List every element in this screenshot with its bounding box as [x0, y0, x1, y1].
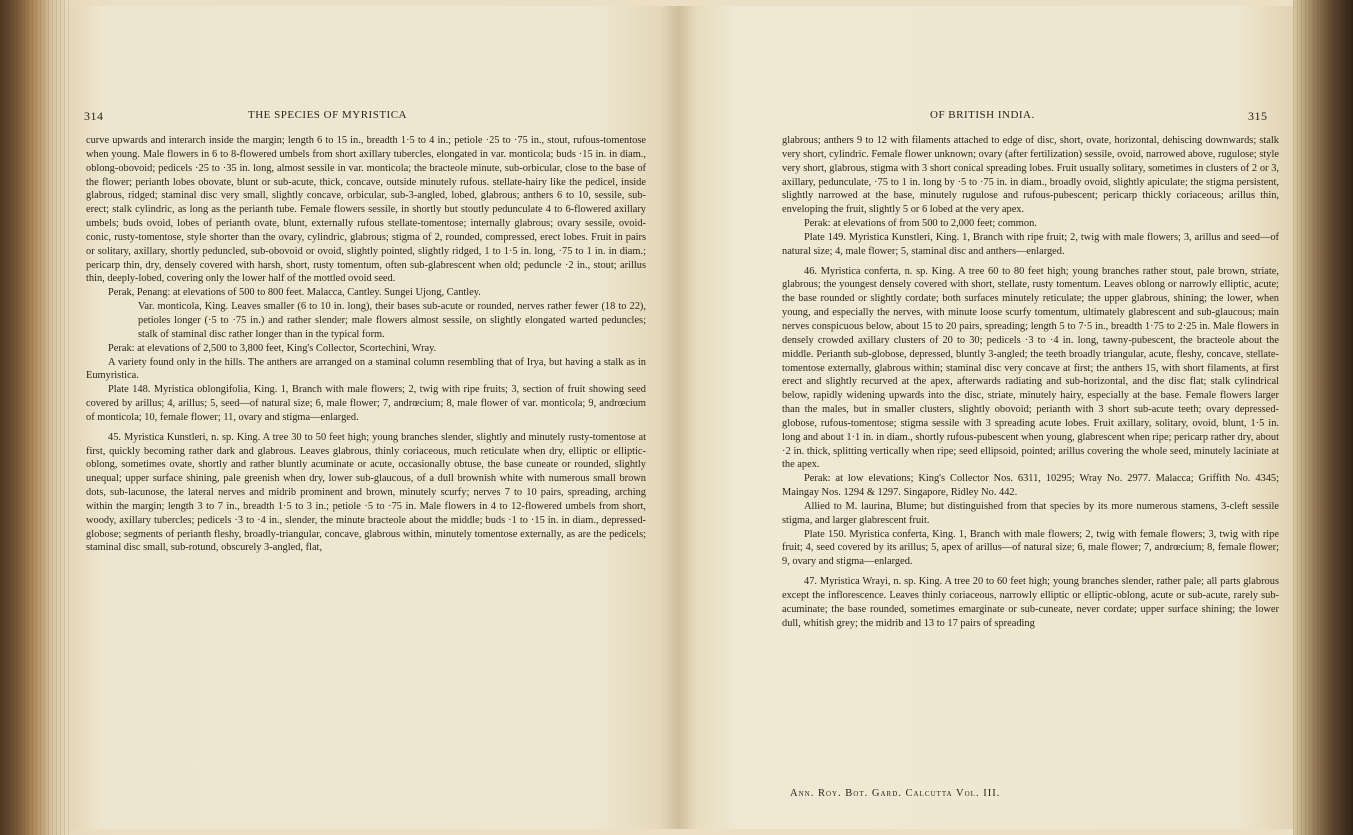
left-page	[70, 6, 678, 829]
right-plate-150: Plate 150. Myristica conferta, King. 1, Branch with male flowers; 2, twig with female flowers; 3, twig with ripe fruit; 4, seed covered by its arillus; 5, apex of arillus—of natural size; 6, male flower; 7, andrœcium; 8, female flower; 9, ovary and stigma—enlarged.	[782, 528, 1279, 568]
right-para-2: Perak: at elevations of from 500 to 2,000 feet; common.	[804, 218, 1037, 230]
left-para-1: curve upwards and interarch inside the margin; length 6 to 15 in., breadth 1·5 to 4 in.; petiole ·25 to ·75 in., stout, rufous-tomentose when young. Male flowers in 6 to 8-flowered umbels from short axillary tubercles, elongated in var. monticola; buds ·15 in. in diam., oblong-obovoid; pedicels ·25 to ·35 in. long, almost sessile in var. monticola; the bracteole minute, sub-orbicular, close to the base of the flower; perianth lobes obovate, blunt or sub-acute, thick, concave, outside minutely rufous. stellate-hairy like the pedicel, inside glabrous, ridged; staminal disc very small, slightly concave, orbicular, sub-3-angled, lobed, glabrous; anthers 6 to 10, sessile, sub-erect; stalk cylindric, as long as the perianth tube. Female flowers sessile, in shortly but stoutly pedunculate 4 to 6-flowered axillary umbels; buds ovoid, lobes of perianth ovate, blunt, externally rufous stellate-tomentose; internally glabrous; ovary sessile, ovoid-conic, rusty-tomentose, style shorter than the ovary, cylindric, glabrous; stigma of 2, rounded, compressed, erect lobes. Fruit in pairs or solitary, axillary, shortly peduncled, sub-obovoid or ovoid, slightly pointed, slightly ridged, 1 to 1·5 in. long, ·75 to 1 in. in diam.; pericarp thin, dry, densely covered with harsh, short, rusty tomentum, often sub-glabrescent when old; peduncle ·2 in., stout; arillus thin, deeply-lobed, covering only the lower half of the mottled ovoid seed.	[86, 135, 646, 285]
page-edges-right	[1293, 0, 1353, 835]
right-para-allied: Allied to M. laurina, Blume; but distinguished from that species by its more numerous stamens, 3-cleft sessile stigma, and larger glabrescent fruit.	[782, 500, 1279, 526]
right-page	[678, 6, 1293, 829]
right-running-head: OF BRITISH INDIA.	[930, 109, 1035, 121]
left-body	[86, 134, 646, 555]
right-para-1: glabrous; anthers 9 to 12 with filaments attached to edge of disc, short, ovate, horizontal, dehiscing downwards; stalk very short, cylindric. Female flower unknown; ovary (after fertilization) sessile, ovoid, narrowed above, rugulose; style very short, glabrous, stigma with 3 short conical spreading lobes. Fruit usually solitary, sometimes in clusters of 2 or 3, axillary, pedunculate, ·75 to 1 in. long by ·5 to ·75 in. in diam., broadly ovoid, slightly apiculate; the stigma persistent, slightly narrowed at the base, minutely rugulose and rufous-pubescent; pericarp thickly coriaceous; arillus thin, enveloping the fruit, slightly 5 or 6 lobed at the very apex.	[782, 135, 1279, 216]
left-running-head: THE SPECIES OF MYRISTICA	[248, 109, 407, 121]
right-species-46: 46. Myristica conferta, n. sp. King. A tree 60 to 80 feet high; young branches rather stout, pale brown, striate, glabrous; the youngest densely covered with short, stellate, rusty tomentum. Leaves oblong or narrowly elliptic, acute; the base rounded or slightly cordate; both surfaces minutely reticulate; the upper glabrous, shining; the lower, when young, and especially the nerves, with minute loose scurfy tomentum, ultimately glabrescent and sub-glaucous; main nerves conspicuous below, about 15 to 20 pairs, spreading; length 5 to 7·5 in., breadth 1·75 to 2·25 in. Male flowers in densely crowded axillary clusters of 20 to 30; pedicels ·3 to ·4 in. long, tawny-pubescent, the bracteole about the middle. Perianth sub-globose, depressed, bluntly 3-angled; the teeth broadly triangular, acute, fleshy, concave, stellate-tomentose externally, glabrous within; staminal disc very concave at first; the anthers 15, with short filaments, at first erect and slightly recurved at the apex, afterwards radiating and sub-horizontal, and the disc flat; stalk cylindrical below, rapidly widening upwards into the disc, striate, minutely hairy, especially at the base. Female flowers larger than the males, but in smaller clusters, slightly obovoid; perianth with 3 short sub-acute teeth; ovary depressed-globose, rufous-tomentose; stigma sessile with 3 spreading acute lobes. Fruit axillary, solitary, ovoid, blunt, 1·5 in. long and about 1·1 in. in diam., shortly rufous-pubescent when young, glabrescent when ripe; pericarp rather dry, about ·2 in. thick, splitting vertically when ripe; seed ellipsoid, pointed; arillus covering the whole seed, minutely laciniate at the apex.	[782, 265, 1279, 471]
left-para-3: Perak: at elevations of 2,500 to 3,800 feet, King's Collector, Scortechini, Wray.	[108, 342, 437, 354]
right-species-47: 47. Myristica Wrayi, n. sp. King. A tree 20 to 60 feet high; young branches slender, rather pale; all parts glabrous except the inflorescence. Leaves thinly coriaceous, narrowly elliptic or elliptic-oblong, acute or sub-acute, rarely sub-acuminate; the base rounded, sometimes emarginate or sub-cuneate, never cordate; upper surface shining; the lower dull, whitish grey; the midrib and 13 to 17 pairs of spreading	[782, 576, 1279, 629]
page-edges-left	[0, 0, 70, 835]
right-para-localities: Perak: at low elevations; King's Collector Nos. 6311, 10295; Wray No. 2977. Malacca; Griffith No. 4345; Maingay Nos. 1294 & 1297. Singapore, Ridley No. 442.	[782, 473, 1279, 499]
right-body	[782, 134, 1279, 631]
right-page-number: 315	[1248, 109, 1268, 123]
page-edges-right-lines	[1293, 0, 1353, 835]
page-footer: Ann. Roy. Bot. Gard. Calcutta Vol. III.	[790, 788, 1001, 799]
right-plate-149: Plate 149. Myristica Kunstleri, King. 1, Branch with ripe fruit; 2, twig with male flowers; 3, arillus and seed—of natural size; 4, male flower; 5, staminal disc and anthers—enlarged.	[782, 231, 1279, 257]
left-para-2: Perak, Penang: at elevations of 500 to 800 feet. Malacca, Cantley. Sungei Ujong, Cantley.	[108, 287, 481, 299]
left-para-4: A variety found only in the hills. The anthers are arranged on a staminal column resembling that of Irya, but having a stalk as in Eumyristica.	[86, 356, 646, 382]
variety-monticola: Var. monticola, King. Leaves smaller (6 to 10 in. long), their bases sub-acute or rounded, nerves rather fewer (18 to 22), petioles longer (·5 to ·75 in.) and rather slender; male flowers almost sessile, on slightly elongated warted peduncles; stalk of staminal disc rather longer than in the typical form.	[138, 301, 646, 340]
left-plate-148: Plate 148. Myristica oblongifolia, King. 1, Branch with male flowers; 2, twig with ripe fruits; 3, section of fruit showing seed covered by arillus; 4, arillus; 5, seed—of natural size; 6, male flower; 7, andrœcium; 8, male flower of var. monticola; 9, andrœcium of monticola; 10, female flower; 11, ovary and stigma—enlarged.	[86, 384, 646, 423]
left-species-45: 45. Myristica Kunstleri, n. sp. King. A tree 30 to 50 feet high; young branches slender, slightly and minutely rusty-tomentose at first, quickly becoming rather dark and glabrous. Leaves glabrous, thinly coriaceous, much reticulate when dry, elliptic or elliptic-oblong, sometimes ovate, shortly and rather bluntly acuminate or acute, occasionally obtuse, the base cuneate or rounded, slightly unequal; upper surface shining, pale greenish when dry, lower sub-glaucous, of a dull brownish white with numerous small brown dots, sub-lacunose, the lateral nerves and midrib prominent and brown, minutely scurfy; nerves 7 to 10 pairs, spreading, arching within the margin; length 3 to 7 in., breadth 1·5 to 3 in.; petiole ·5 to ·75 in. Male flowers in 4 to 12-flowered umbels from short, woody, axillary tubercles; pedicels ·3 to ·4 in., slender, the minute bracteole about the middle; buds ·1 to ·15 in. in diam., depressed-globose; segments of perianth fleshy, broadly-triangular, concave, glabrous within, minutely tomentose externally, as are the pedicels; staminal disc small, sub-rotund, obscurely 3-angled, flat,	[86, 431, 646, 554]
left-page-number: 314	[84, 109, 104, 123]
